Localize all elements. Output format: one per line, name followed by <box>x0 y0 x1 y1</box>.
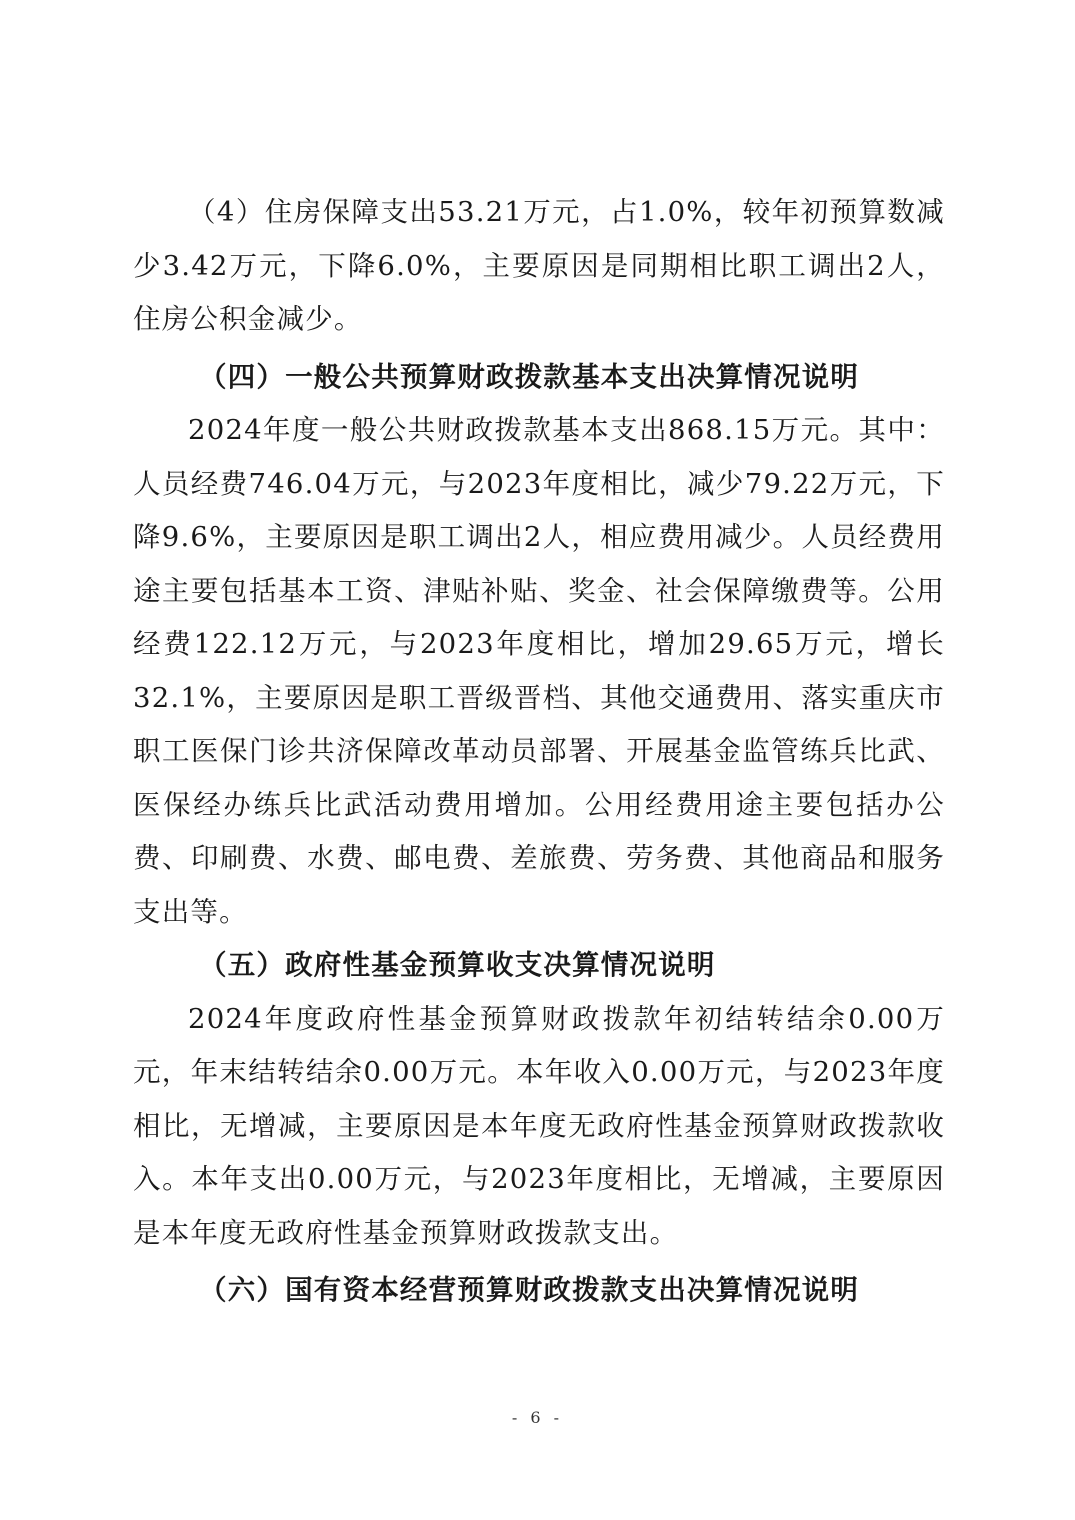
page-number: - 6 - <box>511 1408 564 1427</box>
section-heading-5: （五）政府性基金预算收支决算情况说明 <box>199 949 716 981</box>
section-heading-4: （四）一般公共预算财政拨款基本支出决算情况说明 <box>199 360 860 393</box>
paragraph-government-fund: 2024年度政府性基金预算财政拨款年初结转结余0.00万元，年末结转结余0.00万元。本年收入0.00万元，与2023年度相比，无增减，主要原因是本年度无政府性基金预算财政拨款收入。本年支出0.00万元，与2023年度相比，无增减，主要原因是本年度无政府性基金预算财政拨款支出。 <box>133 1002 945 1249</box>
paragraph-housing-expenditure: （4）住房保障支出53.21万元，占1.0%，较年初预算数减少3.42万元，下降6.0%，主要原因是同期相比职工调出2人，住房公积金减少。 <box>133 196 945 335</box>
document-body <box>133 186 945 1318</box>
section-heading-6: （六）国有资本经营预算财政拨款支出决算情况说明 <box>199 1274 860 1306</box>
paragraph-basic-expenditure: 2024年度一般公共财政拨款基本支出868.15万元。其中：人员经费746.04万元，与2023年度相比，减少79.22万元，下降9.6%，主要原因是职工调出2人，相应费用减少。人员经费用途主要包括基本工资、津贴补贴、奖金、社会保障缴费等。公用经费122.12万元，与2023年度相比，增加29.65万元，增长32.1%，主要原因是职工晋级晋档、其他交通费用、落实重庆市职工医保门诊共济保障改革动员部署、开展基金监管练兵比武、医保经办练兵比武活动费用增加。公用经费用途主要包括办公费、印刷费、水费、邮电费、差旅费、劳务费、其他商品和服务支出等。 <box>133 414 945 928</box>
